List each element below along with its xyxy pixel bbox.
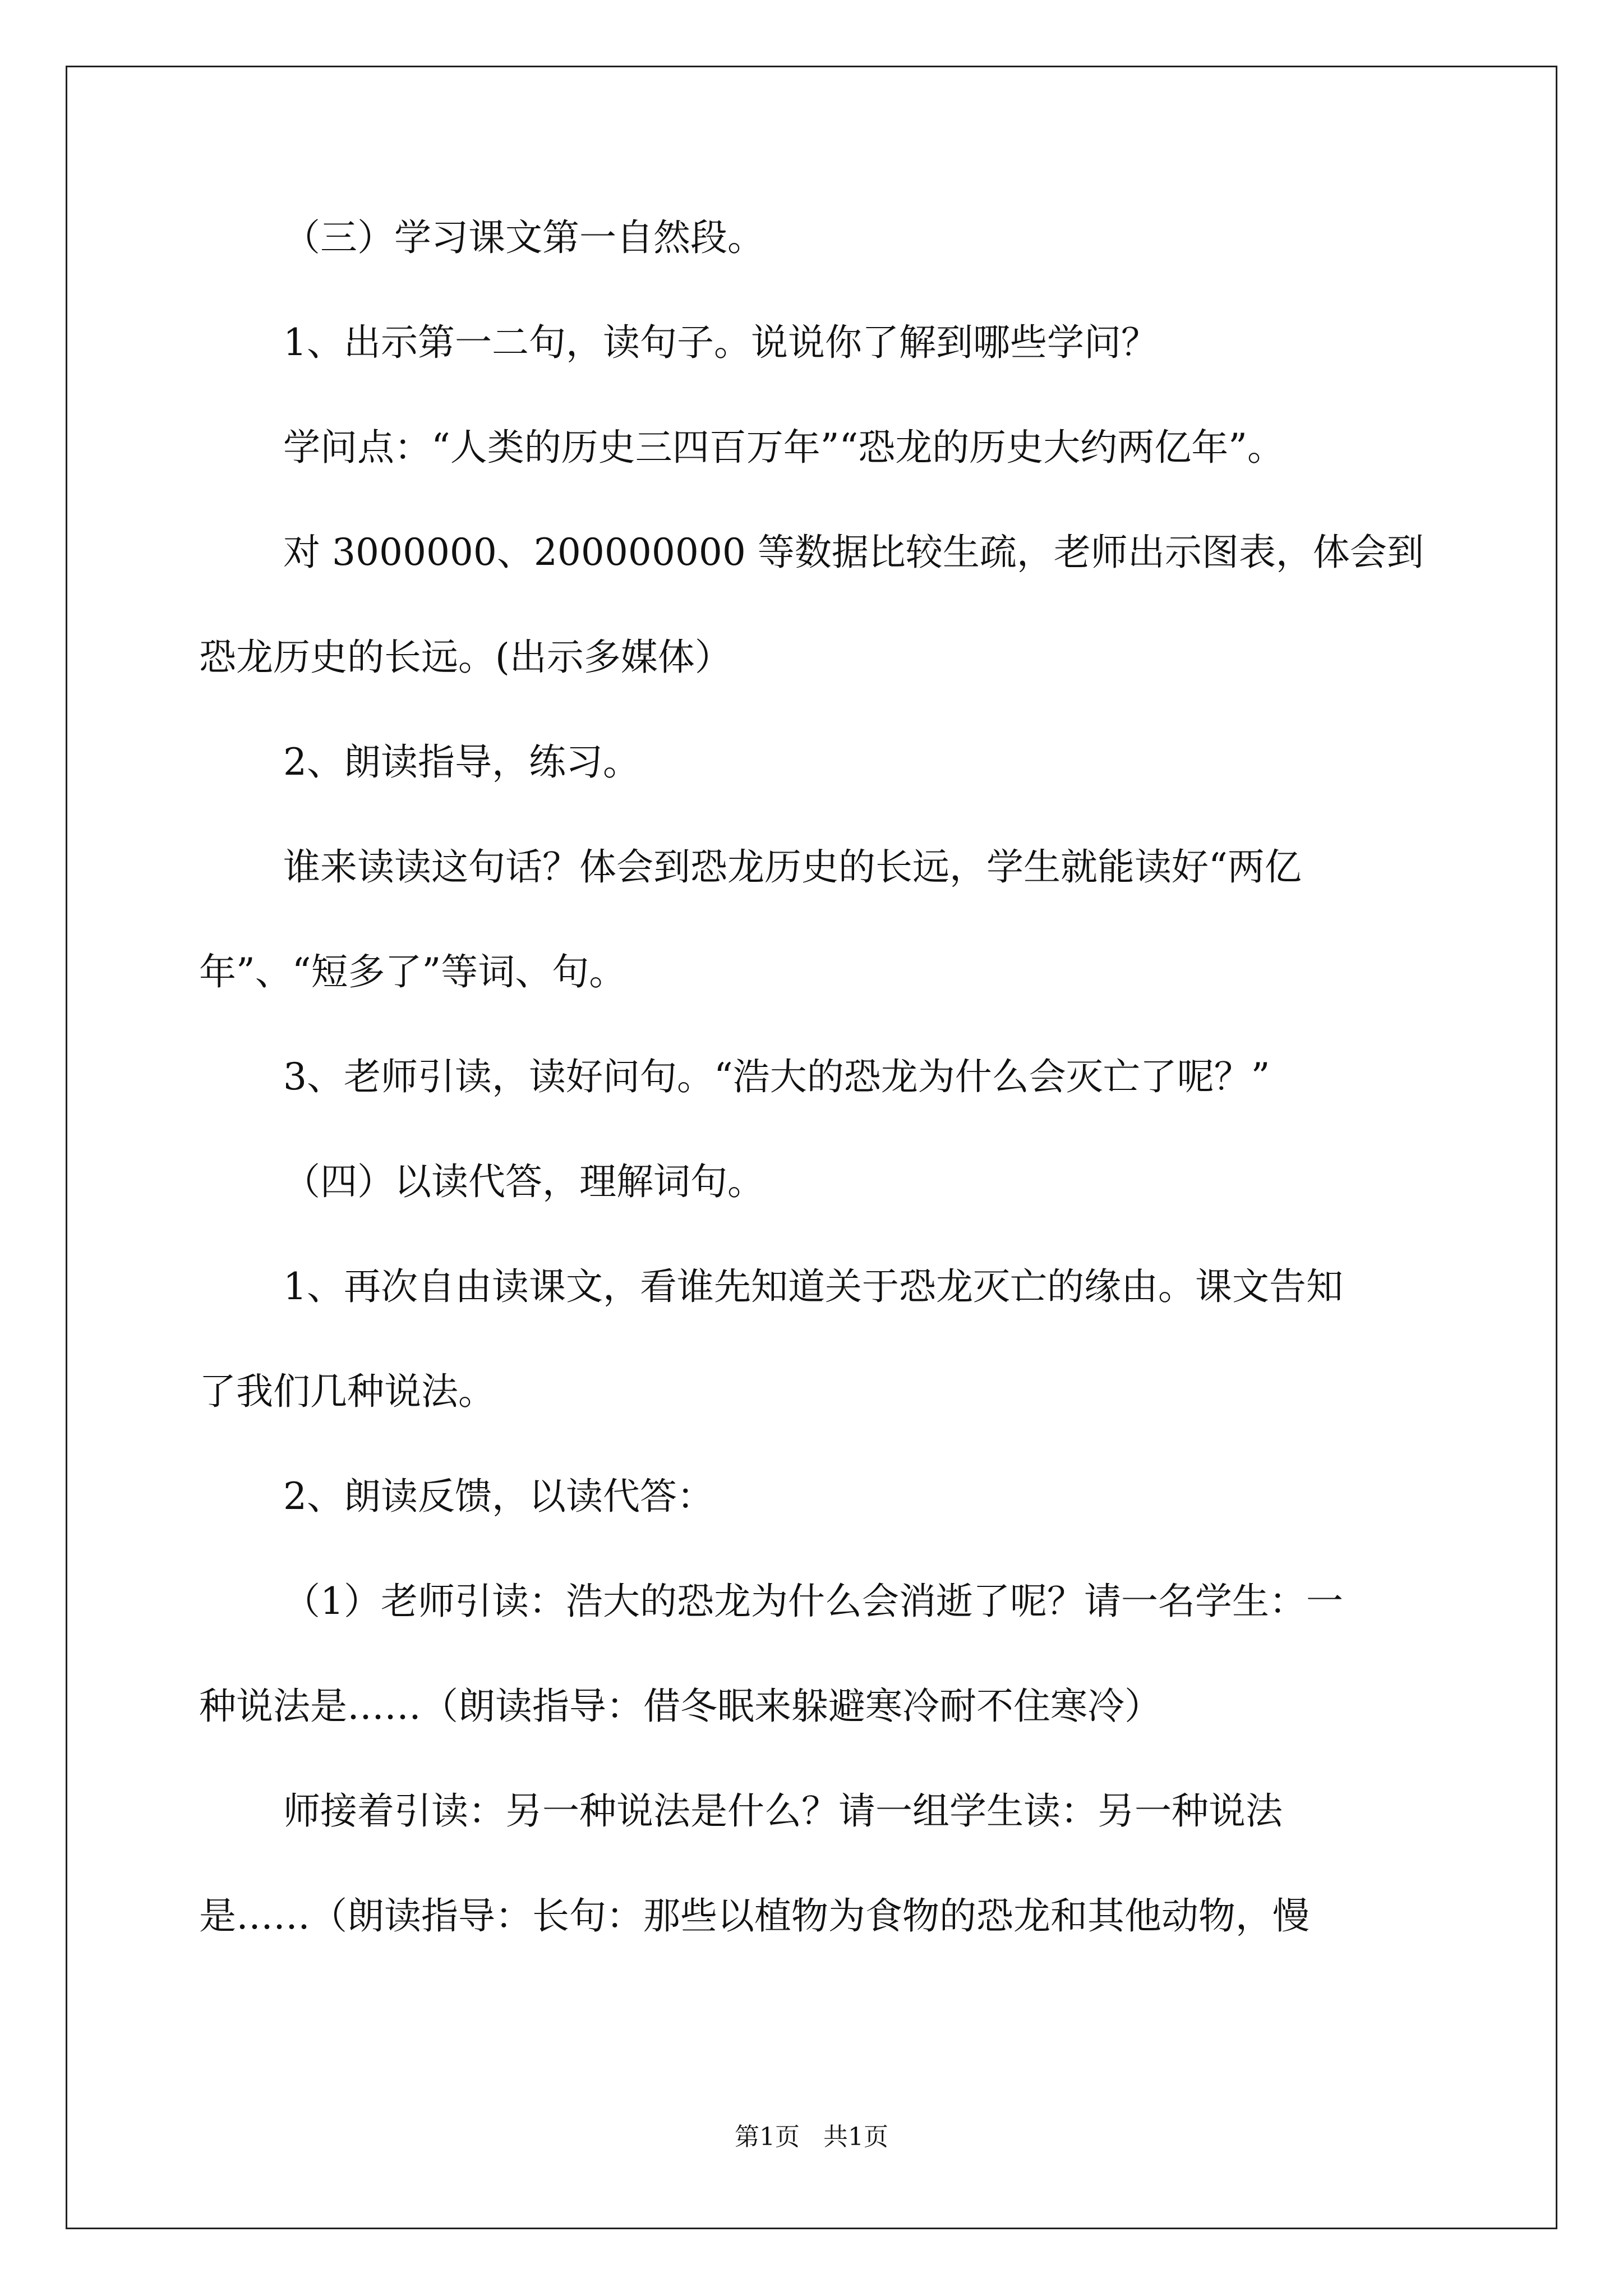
paragraph-line: 了我们几种说法。	[199, 1370, 495, 1413]
paragraph-line: 1、再次自由读课文，看谁先知道关于恐龙灭亡的缘由。课文告知	[283, 1265, 1343, 1308]
paragraph-line: 对 3000000、200000000 等数据比较生疏，老师出示图表，体会到	[283, 531, 1424, 574]
paragraph-line: 学问点：“人类的历史三四百万年”“恐龙的历史大约两亿年”。	[283, 426, 1284, 469]
paragraph-line: （三）学习课文第一自然段。	[283, 216, 764, 259]
paragraph-line: （四）以读代答，理解词句。	[283, 1160, 764, 1203]
paragraph-line: 是……（朗读指导：长句：那些以植物为食物的恐龙和其他动物，慢	[199, 1894, 1310, 1938]
page-footer: 第1页 共1页	[735, 2123, 888, 2151]
paragraph-line: （1）老师引读：浩大的恐龙为什么会消逝了呢？请一名学生：一	[283, 1580, 1343, 1623]
paragraph-line: 种说法是……（朗读指导：借冬眠来躲避寒冷耐不住寒冷）	[199, 1685, 1161, 1728]
document-body	[199, 185, 1424, 1968]
paragraph-line: 恐龙历史的长远。(出示多媒体）	[199, 636, 732, 679]
paragraph-line: 3、老师引读，读好问句。“浩大的恐龙为什么会灭亡了呢？”	[283, 1055, 1270, 1098]
paragraph-line: 谁来读读这句话？体会到恐龙历史的长远，学生就能读好“两亿	[283, 845, 1302, 889]
paragraph-line: 年”、“短多了”等词、句。	[199, 950, 626, 993]
paragraph-line: 师接着引读：另一种说法是什么？请一组学生读：另一种说法	[283, 1789, 1283, 1833]
paragraph-line: 1、出示第一二句，读句子。说说你了解到哪些学问？	[283, 321, 1158, 364]
paragraph-line: 2、朗读反馈，以读代答：	[283, 1475, 714, 1518]
paragraph-line: 2、朗读指导，练习。	[283, 740, 640, 784]
